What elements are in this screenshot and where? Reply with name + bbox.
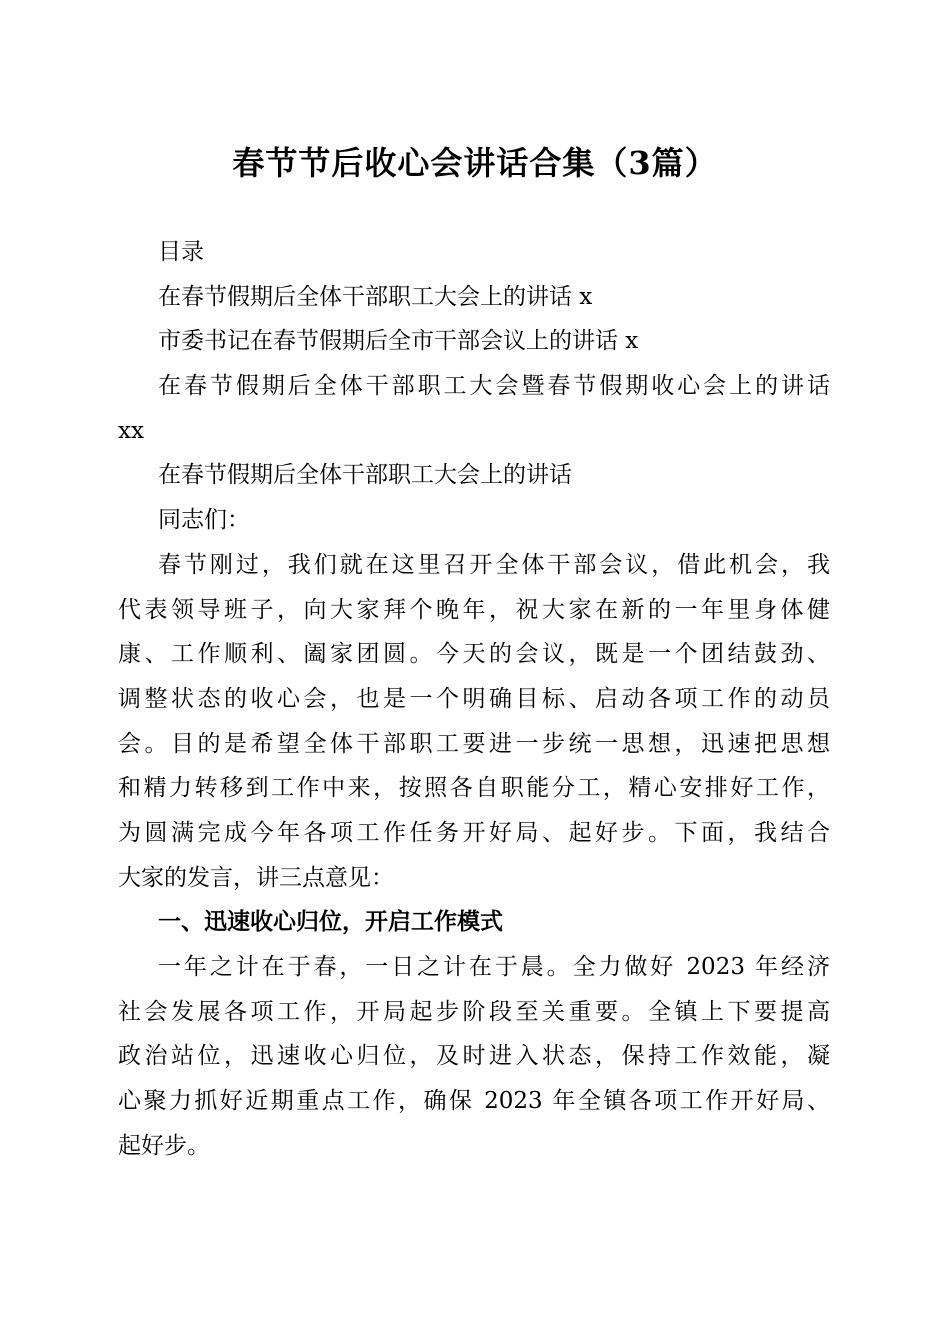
document-body [118, 230, 830, 1168]
document-title: 春节节后收心会讲话合集（3篇） [232, 144, 718, 182]
text-line: 和精力转移到工作中来，按照各自职能分工，精心安排好工作， [118, 775, 830, 802]
toc-item-page: xx [118, 417, 144, 444]
toc-item[interactable]: 在春节假期后全体干部职工大会上的讲话 x [158, 283, 593, 310]
text-line: 一年之计在于春，一日之计在于晨。全力做好 2023 年经济 [158, 954, 830, 980]
text-line: 会。目的是希望全体干部职工要进一步统一思想，迅速把思想 [118, 730, 830, 757]
speech-title: 在春节假期后全体干部职工大会上的讲话 [158, 462, 572, 489]
toc-item[interactable]: 市委书记在春节假期后全市干部会议上的讲话 x [158, 328, 639, 355]
text-line: 调整状态的收心会，也是一个明确目标、启动各项工作的动员 [118, 685, 830, 712]
text-line: 起好步。 [118, 1132, 210, 1159]
toc-heading: 目录 [158, 239, 204, 265]
text-line: 大家的发言，讲三点意见： [118, 864, 394, 891]
text-line: 心聚力抓好近期重点工作，确保 2023 年全镇各项工作开好局、 [118, 1088, 830, 1115]
paragraph-2 [118, 945, 830, 1168]
text-line: 社会发展各项工作，开局起步阶段至关重要。全镇上下要提高 [118, 998, 830, 1025]
text-line: 政治站位，迅速收心归位，及时进入状态，保持工作效能，凝 [118, 1043, 830, 1070]
toc-item[interactable]: 在春节假期后全体干部职工大会暨春节假期收心会上的讲话 [158, 373, 830, 400]
text-line: 春节刚过，我们就在这里召开全体干部会议，借此机会，我 [158, 551, 830, 578]
paragraph-1 [118, 543, 830, 901]
text-line: 康、工作顺利、阖家团圆。今天的会议，既是一个团结鼓劲、 [118, 641, 830, 668]
salutation: 同志们： [158, 507, 250, 534]
text-line: 为圆满完成今年各项工作任务开好局、起好步。下面，我结合 [118, 819, 830, 846]
text-line: 代表领导班子，向大家拜个晚年，祝大家在新的一年里身体健 [118, 596, 830, 623]
section-heading: 一、迅速收心归位，开启工作模式 [158, 909, 503, 936]
